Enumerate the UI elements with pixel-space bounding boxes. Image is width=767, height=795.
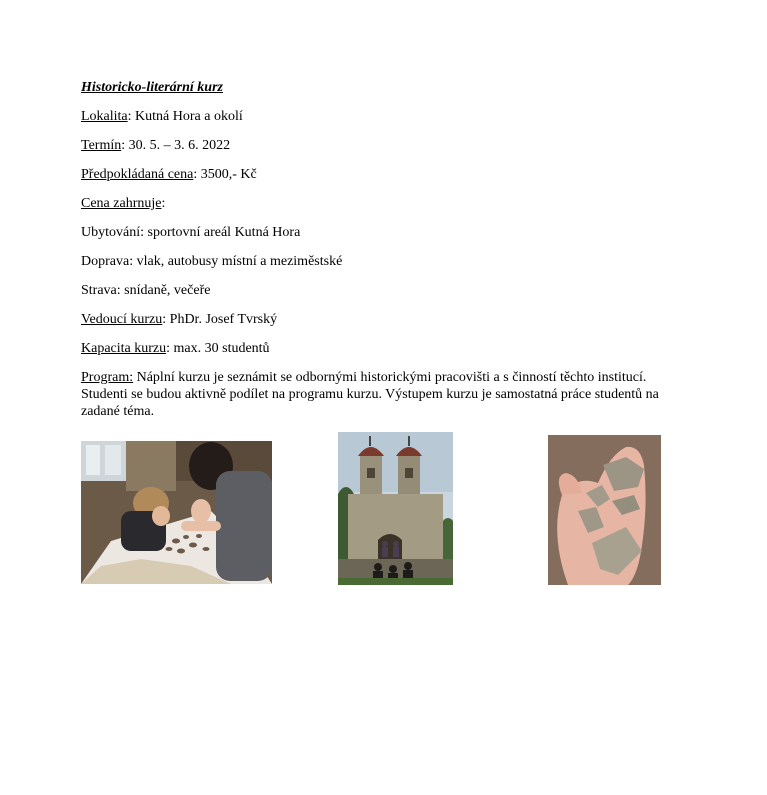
church-with-two-towers-photo <box>338 432 453 585</box>
church-photo-image <box>338 432 453 585</box>
course-title: Historicko-literární kurz <box>81 80 223 95</box>
hand-photo-image <box>548 435 661 585</box>
includes-label: Cena zahrnuje <box>81 196 162 211</box>
capacity-value: : max. 30 studentů <box>166 341 270 356</box>
term-label: Termín <box>81 138 122 153</box>
program-paragraph <box>81 369 681 420</box>
course-document <box>81 79 691 420</box>
program-label: Program: <box>81 370 134 385</box>
capacity-label: Kapacita kurzu <box>81 341 167 356</box>
accommodation-line: Ubytování: sportovní areál Kutná Hora <box>81 225 301 240</box>
program-text: Náplní kurzu je seznámit se odbornými historickými pracovišti a s činností těchto institucí. Studenti se budou aktivně podílet na programu kurzu. Výstupem kurzu je samostatná práce studentů na zadané téma. <box>81 370 659 419</box>
term-value: : 30. 5. – 3. 6. 2022 <box>121 138 231 153</box>
price-value: : 3500,- Kč <box>193 167 257 182</box>
includes-line <box>81 195 691 212</box>
students-photo-image <box>81 441 272 584</box>
location-line <box>81 108 691 125</box>
transport-line: Doprava: vlak, autobusy místní a meziměstské <box>81 254 343 269</box>
students-sorting-shards-photo <box>81 441 272 584</box>
price-label: Předpokládaná cena <box>81 167 194 182</box>
leader-value: : PhDr. Josef Tvrský <box>162 312 278 327</box>
leader-label: Vedoucí kurzu <box>81 312 163 327</box>
location-value: : Kutná Hora a okolí <box>127 109 243 124</box>
price-line <box>81 166 691 183</box>
capacity-line <box>81 340 691 357</box>
term-line <box>81 137 691 154</box>
includes-value: : <box>161 196 166 211</box>
hand-holding-pottery-shards-photo <box>548 435 661 585</box>
meals-line: Strava: snídaně, večeře <box>81 283 211 298</box>
leader-line <box>81 311 691 328</box>
location-label: Lokalita <box>81 109 128 124</box>
